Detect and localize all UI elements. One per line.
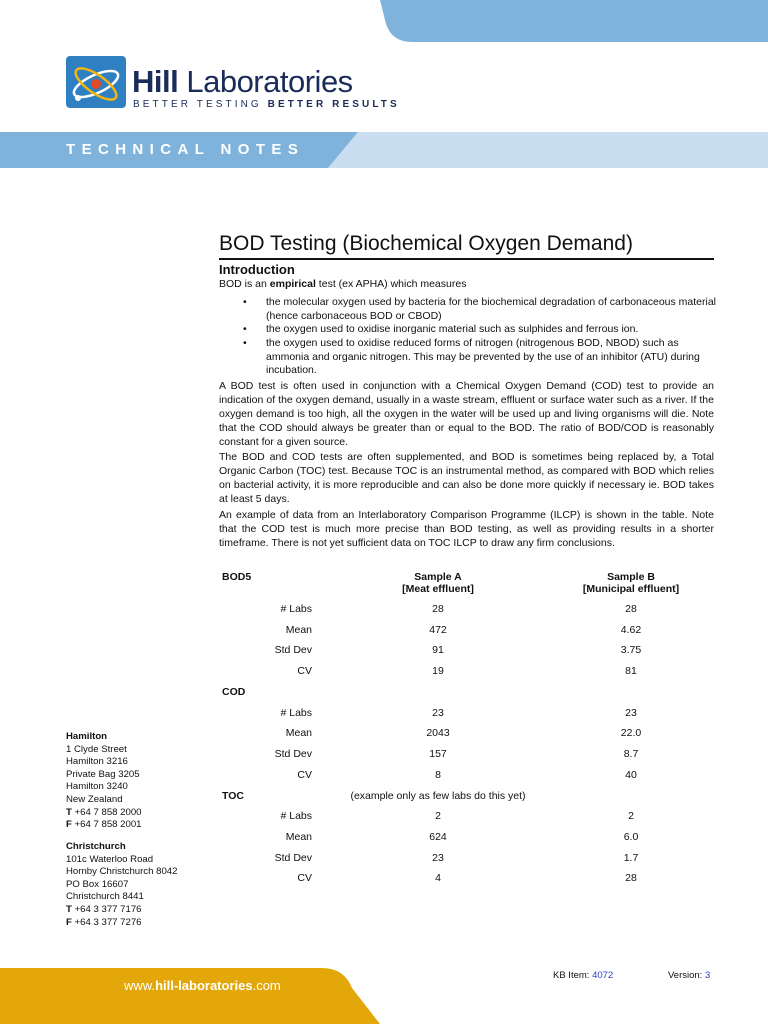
bullet-dot: • [243,296,247,308]
group-label: TOC [222,790,244,802]
paragraph: An example of data from an Interlaboratory Comparison Programme (ILCP) is shown in the table. Note that the COD test is much more precise than BOD testing, as well as providing results in a shorter timeframe. There is not yet sufficient data on TOC ILCP to draw any firm conclusions. [219,509,714,549]
brand-name: Hill Laboratories [132,64,353,99]
row-label: CV [297,665,312,677]
website-link[interactable]: www.hill-laboratories.com [124,978,281,993]
column-header-sample-a: Sample A [Meat effluent] [402,571,474,595]
table-cell: 91 [432,644,444,656]
row-label: # Labs [280,707,312,719]
group-label: COD [222,686,246,698]
table-cell: 23 [625,707,637,719]
table-cell: 472 [429,624,447,636]
kb-item: KB Item: 4072 [553,970,614,981]
version: Version: 3 [668,970,711,981]
table-cell: 22.0 [620,727,642,739]
table-cell: 40 [625,769,637,781]
row-label: Std Dev [274,644,312,656]
table-cell: 4.62 [620,624,642,636]
group-label: BOD5 [222,571,252,583]
bullet-dot: • [243,337,247,349]
table-cell: 3.75 [620,644,642,656]
footer-band [0,968,380,1024]
table-cell: 23 [432,707,444,719]
table-cell: 81 [625,665,637,677]
table-cell: 6.0 [623,831,639,843]
row-label: Std Dev [274,748,312,760]
table-cell: 2 [435,810,441,822]
title-underline [219,258,714,260]
paragraph: The BOD and COD tests are often supplemented, and BOD is sometimes being replaced by, a Total Organic Carbon (TOC) test. Because TOC is an instrumental method, as compared with BOD which relies on bacterial activity, it is more reproducible and can also be done more quickly if necessary ie. BOD takes at least 5 days. [219,451,714,505]
table-cell: 23 [432,852,444,864]
row-label: # Labs [280,810,312,822]
row-label: CV [297,769,312,781]
table-cell: 1.7 [623,852,639,864]
brand-tagline: BETTER TESTING BETTER RESULTS [133,99,400,110]
row-label: Mean [285,727,312,739]
row-label: Std Dev [274,852,312,864]
row-label: # Labs [280,603,312,615]
office-hamilton: Hamilton 1 Clyde Street Hamilton 3216 Private Bag 3205 Hamilton 3240 New Zealand T +64 7 858 2000 F +64 7 858 2001 [66,731,142,831]
table-cell: 2043 [426,727,450,739]
table-cell: 19 [432,665,444,677]
table-cell: 28 [432,603,444,615]
technical-notes-label: TECHNICAL NOTES [66,141,305,158]
table-cell: 8 [435,769,441,781]
table-cell: 28 [625,872,637,884]
row-label: Mean [285,831,312,843]
group-note: (example only as few labs do this yet) [350,790,526,802]
table-cell: 157 [429,748,447,760]
document-title: BOD Testing (Biochemical Oxygen Demand) [219,232,633,255]
row-label: Mean [285,624,312,636]
office-christchurch: Christchurch 101c Waterloo Road Hornby Christchurch 8042 PO Box 16607 Christchurch 8441 T +64 3 377 7176 F +64 3 377 7276 [66,841,178,928]
table-cell: 4 [435,872,441,884]
top-header-band [0,0,768,42]
row-label: CV [297,872,312,884]
table-cell: 28 [625,603,637,615]
introduction-heading: Introduction [219,262,295,277]
hill-labs-logo-icon [66,56,126,108]
table-cell: 624 [429,831,447,843]
table-cell: 8.7 [623,748,639,760]
table-cell: 2 [628,810,634,822]
paragraph: A BOD test is often used in conjunction with a Chemical Oxygen Demand (COD) test to provide an indication of the oxygen demand, usually in a waste stream, effluent or surface water such as a river. If the oxygen demand is too high, all the oxygen in the water will be used up and living organisms will die. Note that the COD should always be greater than or equal to the BOD. The ratio of BOD/COD is reasonably constant for a given source. [219,380,714,448]
bullet-dot: • [243,323,247,335]
column-header-sample-b: Sample B [Municipal effluent] [582,571,680,595]
intro-line: BOD is an empirical test (ex APHA) which measures [219,278,467,290]
